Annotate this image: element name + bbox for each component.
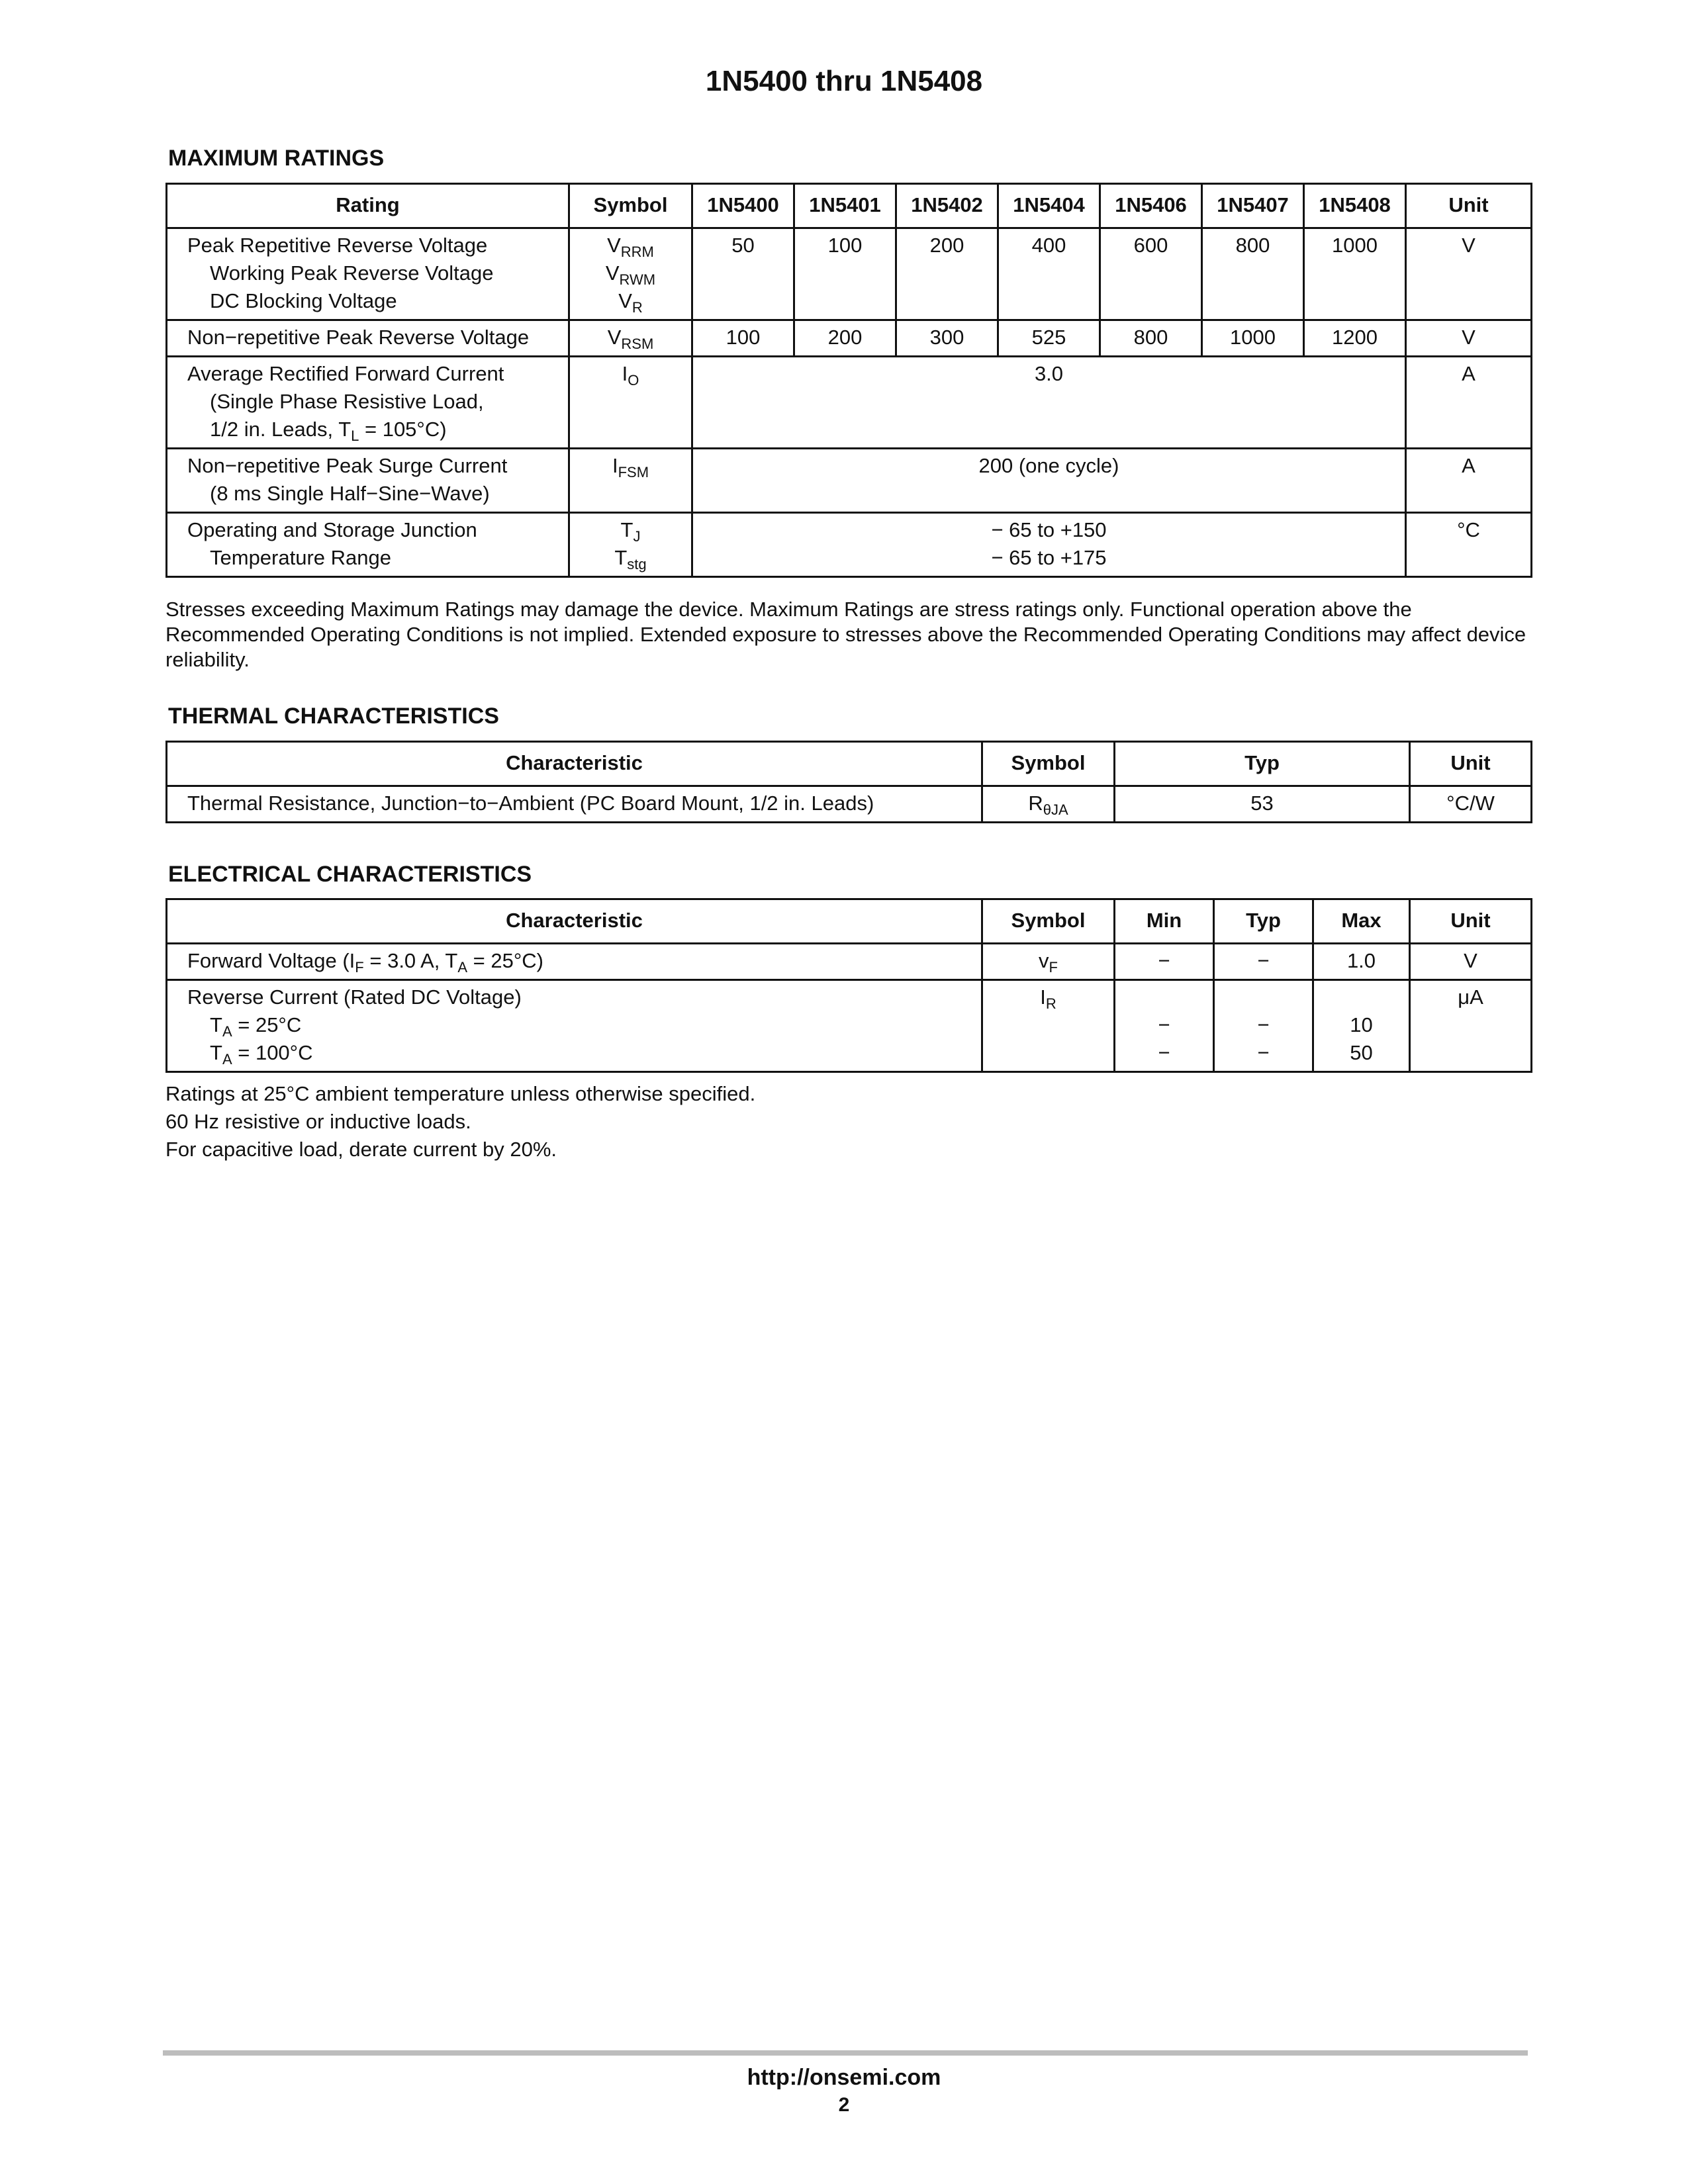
table-row	[167, 513, 1532, 577]
unit-cell: °C/W	[1410, 786, 1532, 823]
rating-description	[167, 513, 569, 577]
column-header: 1N5401	[794, 184, 896, 228]
symbol-cell	[569, 449, 692, 513]
subscript: F	[355, 959, 364, 976]
rating-value: 200	[794, 320, 896, 357]
symbol: $T_{stg}$	[614, 546, 647, 572]
symbol-cell	[569, 357, 692, 449]
description-line: Non−repetitive Peak Surge Current	[187, 454, 508, 477]
electrical-heading: ELECTRICAL CHARACTERISTICS	[168, 862, 532, 887]
description-line: $T_A = 25^\circ C$	[210, 1013, 302, 1040]
description-line: Forward Voltage ($I_F = 3.0$ A, $T_A = 25^\circ C$)	[187, 949, 543, 976]
column-header: 1N5408	[1304, 184, 1406, 228]
rating-value: 100	[794, 228, 896, 320]
min-value-line: −	[1158, 1013, 1170, 1036]
rating-description	[167, 449, 569, 513]
subscript: R	[632, 299, 643, 316]
rating-value: 100	[692, 320, 794, 357]
unit-cell: V	[1410, 944, 1532, 980]
footer-divider	[163, 2050, 1528, 2056]
rating-value: 1000	[1202, 320, 1304, 357]
rating-value: 200 (one cycle)	[978, 454, 1119, 477]
column-header: 1N5406	[1100, 184, 1202, 228]
symbol-cell	[569, 228, 692, 320]
column-header: Typ	[1115, 742, 1410, 786]
max-value-line	[1321, 983, 1402, 1011]
description-line: (Single Phase Resistive Load,	[210, 390, 484, 413]
rating-value: 1200	[1304, 320, 1406, 357]
description-line: Average Rectified Forward Current	[187, 362, 504, 385]
symbol: $T_J$	[620, 518, 641, 545]
subscript: FSM	[618, 464, 649, 480]
symbol: $V_R$	[618, 289, 643, 316]
table-row	[167, 944, 1532, 980]
typ-value-line	[1221, 983, 1305, 1011]
max-value	[1313, 944, 1410, 980]
subscript: J	[633, 528, 641, 545]
subscript: stg	[627, 556, 647, 572]
rating-value-span	[692, 357, 1406, 449]
column-header: 1N5400	[692, 184, 794, 228]
typ-value-line: −	[1257, 949, 1270, 972]
table-row	[167, 980, 1532, 1072]
column-header: Rating	[167, 184, 569, 228]
symbol: $R_{\theta JA}$	[1028, 792, 1068, 818]
footer-url-link[interactable]: http://onsemi.com	[747, 2065, 941, 2090]
column-header: 1N5407	[1202, 184, 1304, 228]
subscript: A	[222, 1051, 232, 1068]
rating-description	[167, 320, 569, 357]
symbol: $v_F$	[1039, 949, 1058, 976]
min-value	[1115, 980, 1214, 1072]
description-line: Reverse Current (Rated DC Voltage)	[187, 985, 522, 1009]
description-line: $T_A = 100^\circ C$	[210, 1041, 313, 1068]
note-line: Ratings at 25°C ambient temperature unless otherwise specified.	[165, 1082, 756, 1105]
max-ratings-note: Stresses exceeding Maximum Ratings may damage the device. Maximum Ratings are stress ratings only. Functional operation above the Recommended Operating Conditions is not implied. Extended exposure to stresses above the Recommended Operating Conditions may affect device reliability.	[165, 598, 1526, 671]
typ-value: 53	[1115, 786, 1410, 823]
rating-value: 1000	[1304, 228, 1406, 320]
page-number: 2	[838, 2094, 850, 2116]
description-line: 1/2 in. Leads, $T_L = 105^\circ C$)	[210, 418, 447, 444]
electrical-notes	[165, 1080, 1530, 1163]
column-header: Unit	[1410, 899, 1532, 944]
symbol-cell	[982, 980, 1115, 1072]
max-ratings-heading: MAXIMUM RATINGS	[168, 146, 385, 171]
subscript: O	[628, 372, 639, 388]
table-row	[167, 357, 1532, 449]
max-value	[1313, 980, 1410, 1072]
column-header: Unit	[1406, 184, 1532, 228]
unit-cell: V	[1406, 320, 1532, 357]
rating-value: 800	[1202, 228, 1304, 320]
min-value-line: −	[1158, 949, 1170, 972]
characteristic-description	[167, 944, 982, 980]
symbol: $V_{RSM}$	[607, 326, 654, 352]
characteristic-description: Thermal Resistance, Junction−to−Ambient (PC Board Mount, 1/2 in. Leads)	[167, 786, 982, 823]
description-line: DC Blocking Voltage	[210, 289, 397, 312]
page-title: 1N5400 thru 1N5408	[705, 65, 983, 97]
column-header: Symbol	[982, 742, 1115, 786]
subscript: RRM	[620, 244, 654, 260]
unit-cell: μA	[1410, 980, 1532, 1072]
symbol: $I_{FSM}$	[612, 454, 649, 480]
symbol-cell	[982, 786, 1115, 823]
symbol-cell	[569, 513, 692, 577]
subscript: θJA	[1043, 801, 1068, 818]
column-header: Unit	[1410, 742, 1532, 786]
thermal-table	[165, 741, 1532, 823]
symbol: $I_O$	[622, 362, 639, 388]
column-header: Symbol	[982, 899, 1115, 944]
column-header: 1N5404	[998, 184, 1100, 228]
column-header: Min	[1115, 899, 1214, 944]
description-line: Temperature Range	[210, 546, 391, 569]
rating-description	[167, 357, 569, 449]
typ-value	[1214, 980, 1313, 1072]
rating-value: 3.0	[1034, 362, 1064, 385]
max-value-line: 10	[1350, 1013, 1373, 1036]
column-header: Max	[1313, 899, 1410, 944]
rating-value: 300	[896, 320, 998, 357]
rating-value: 600	[1100, 228, 1202, 320]
rating-value: − 65 to +150	[991, 518, 1107, 541]
symbol-cell	[569, 320, 692, 357]
table-row	[167, 228, 1532, 320]
table-row	[167, 449, 1532, 513]
rating-value: − 65 to +175	[991, 546, 1107, 569]
max-value-line: 1.0	[1346, 949, 1376, 972]
table-row	[167, 786, 1532, 823]
description-line: Operating and Storage Junction	[187, 518, 477, 541]
subscript: RSM	[621, 336, 654, 352]
note-line: 60 Hz resistive or inductive loads.	[165, 1110, 471, 1133]
description-line: Non−repetitive Peak Reverse Voltage	[187, 326, 530, 349]
unit-cell: A	[1406, 449, 1532, 513]
description-line: (8 ms Single Half−Sine−Wave)	[210, 482, 490, 505]
rating-value-span	[692, 449, 1406, 513]
rating-value-span	[692, 513, 1406, 577]
description-line: Working Peak Reverse Voltage	[210, 261, 494, 285]
min-value-line: −	[1158, 1041, 1170, 1064]
subscript: A	[222, 1023, 232, 1040]
typ-value	[1214, 944, 1313, 980]
characteristic-description	[167, 980, 982, 1072]
symbol: $V_{RRM}$	[607, 234, 654, 260]
rating-value: 800	[1100, 320, 1202, 357]
symbol: $V_{RWM}$	[605, 261, 656, 288]
max-ratings-table	[165, 183, 1532, 578]
subscript: A	[457, 959, 468, 976]
symbol: $I_R$	[1040, 985, 1056, 1012]
rating-value: 400	[998, 228, 1100, 320]
typ-value-line: −	[1257, 1013, 1270, 1036]
unit-cell: °C	[1406, 513, 1532, 577]
column-header: Typ	[1214, 899, 1313, 944]
table-row	[167, 320, 1532, 357]
subscript: R	[1045, 995, 1056, 1012]
max-value-line: 50	[1350, 1041, 1373, 1064]
description-line: Peak Repetitive Reverse Voltage	[187, 234, 488, 257]
min-value	[1115, 944, 1214, 980]
electrical-table	[165, 898, 1532, 1073]
column-header: Characteristic	[167, 742, 982, 786]
rating-value: 525	[998, 320, 1100, 357]
column-header: Characteristic	[167, 899, 982, 944]
column-header: Symbol	[569, 184, 692, 228]
thermal-heading: THERMAL CHARACTERISTICS	[168, 704, 499, 729]
subscript: F	[1049, 959, 1058, 976]
note-line: For capacitive load, derate current by 20%.	[165, 1138, 557, 1161]
typ-value-line: −	[1257, 1041, 1270, 1064]
subscript: RWM	[619, 271, 656, 288]
column-header: 1N5402	[896, 184, 998, 228]
unit-cell: V	[1406, 228, 1532, 320]
rating-description	[167, 228, 569, 320]
symbol-cell	[982, 944, 1115, 980]
unit-cell: A	[1406, 357, 1532, 449]
rating-value: 50	[692, 228, 794, 320]
subscript: L	[351, 428, 359, 444]
rating-value: 200	[896, 228, 998, 320]
min-value-line	[1122, 983, 1206, 1011]
